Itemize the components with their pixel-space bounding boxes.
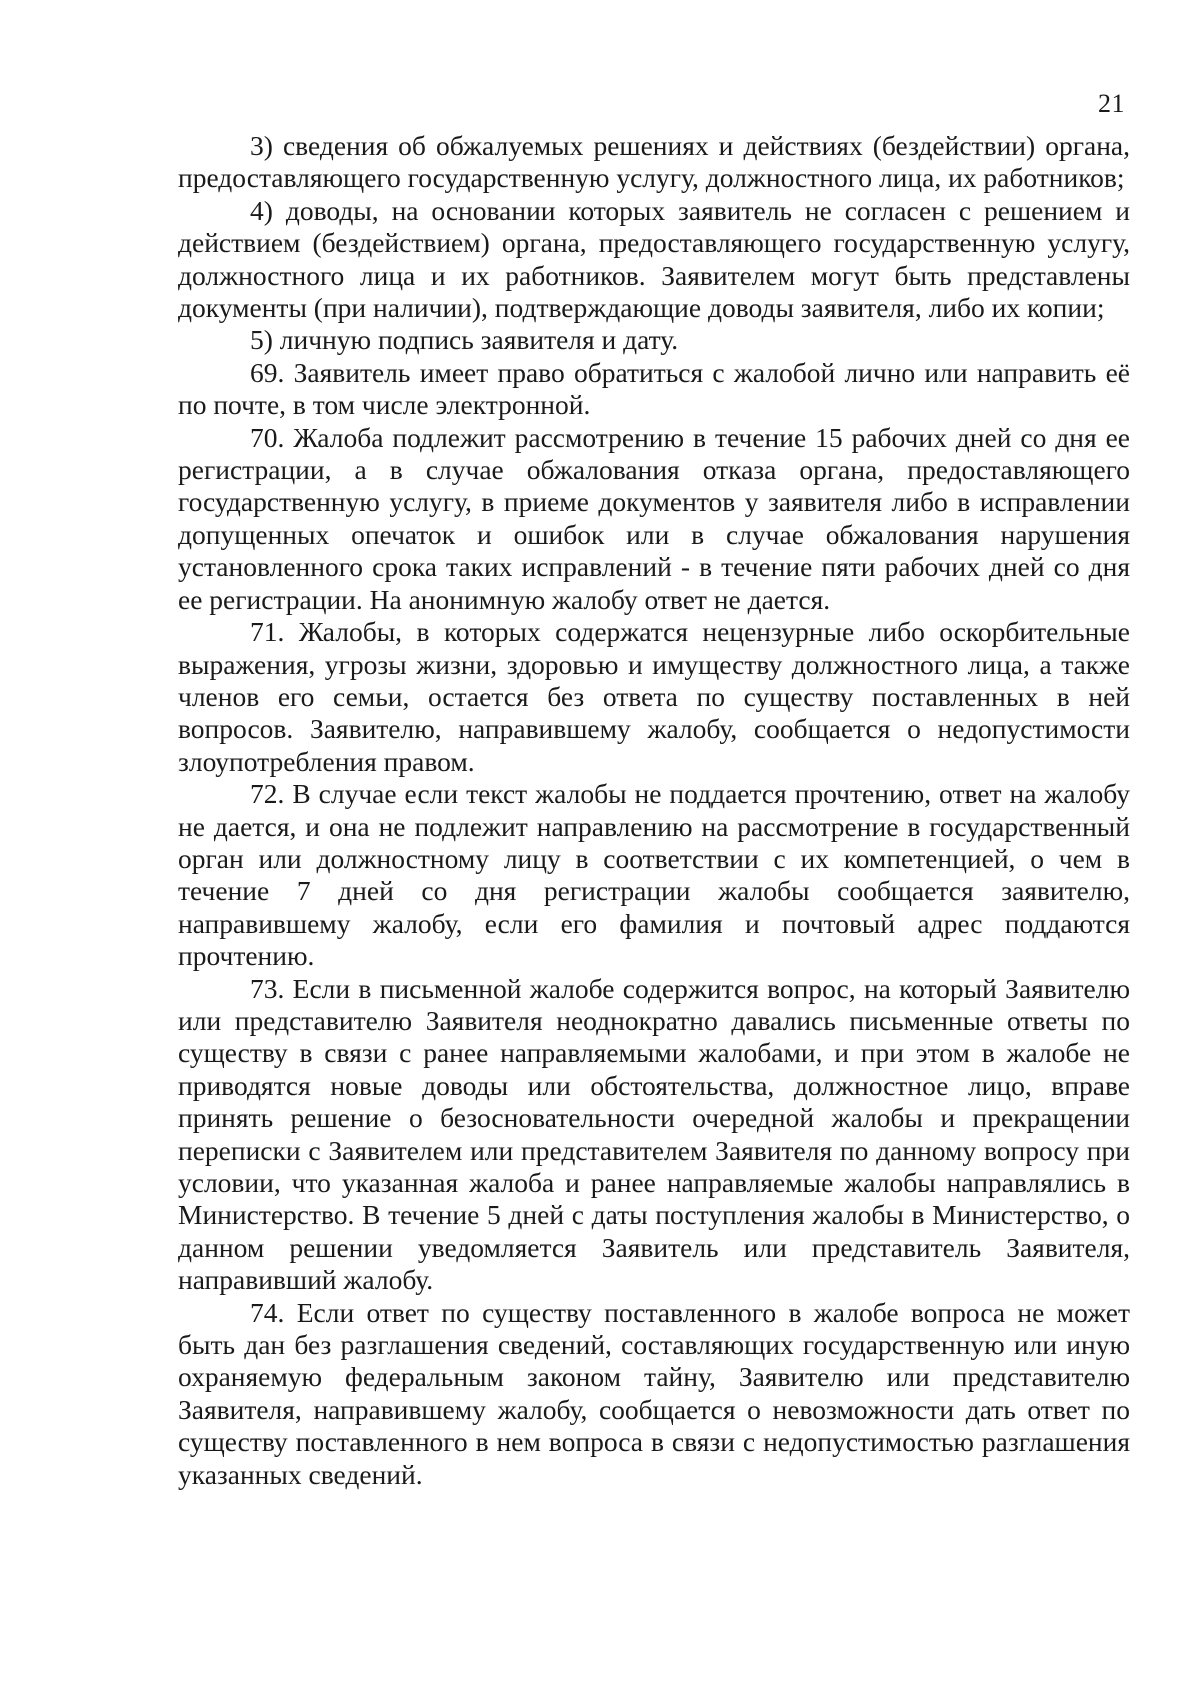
page-number: 21: [1098, 89, 1125, 118]
document-body: [178, 130, 1130, 1491]
paragraph-69: 69. Заявитель имеет право обратиться с жалобой лично или направить её по почте, в том числе электронной.: [178, 356, 1130, 421]
paragraph-item-5: 5) личную подпись заявителя и дату.: [250, 324, 679, 356]
paragraph-71: 71. Жалобы, в которых содержатся нецензурные либо оскорбительные выражения, угрозы жизни, здоровью и имуществу должностного лица, а также членов его семьи, остается без ответа по существу поставленных в ней вопросов. Заявителю, направившему жалобу, сообщается о недопустимости злоупотребления правом.: [178, 616, 1130, 777]
paragraph-74: 74. Если ответ по существу поставленного в жалобе вопроса не может быть дан без разглашения сведений, составляющих государственную или иную охраняемую федеральным законом тайну, Заявителю или представителю Заявителя, направившему жалобу, сообщается о невозможности дать ответ по существу поставленного в нем вопроса в связи с недопустимостью разглашения указанных сведений.: [178, 1296, 1130, 1490]
paragraph-item-3: 3) сведения об обжалуемых решениях и действиях (бездействии) органа, предоставляющего государственную услугу, должностного лица, их работников;: [178, 130, 1130, 194]
paragraph-70: 70. Жалоба подлежит рассмотрению в течение 15 рабочих дней со дня ее регистрации, а в случае обжалования отказа органа, предоставляющего государственную услугу, в приеме документов у заявителя либо в исправлении допущенных опечаток и ошибок или в случае обжалования нарушения установленного срока таких исправлений - в течение пяти рабочих дней со дня ее регистрации. На анонимную жалобу ответ не дается.: [178, 421, 1130, 615]
paragraph-item-4: 4) доводы, на основании которых заявитель не согласен с решением и действием (бездействием) органа, предоставляющего государственную услугу, должностного лица и их работников. Заявителем могут быть представлены документы (при наличии), подтверждающие доводы заявителя, либо их копии;: [178, 194, 1130, 324]
paragraph-73: 73. Если в письменной жалобе содержится вопрос, на который Заявителю или представителю Заявителя неоднократно давались письменные ответы по существу в связи с ранее направляемыми жалобами, и при этом в жалобе не приводятся новые доводы или обстоятельства, должностное лицо, вправе принять решение о безосновательности очередной жалобы и прекращении переписки с Заявителем или представителем Заявителя по данному вопросу при условии, что указанная жалоба и ранее направляемые жалобы направлялись в Министерство. В течение 5 дней с даты поступления жалобы в Министерство, о данном решении уведомляется Заявитель или представитель Заявителя, направивший жалобу.: [178, 972, 1130, 1296]
paragraph-72: 72. В случае если текст жалобы не поддается прочтению, ответ на жалобу не дается, и она не подлежит направлению на рассмотрение в государственный орган или должностному лицу в соответствии с их компетенцией, о чем в течение 7 дней со дня регистрации жалобы сообщается заявителю, направившему жалобу, если его фамилия и почтовый адрес поддаются прочтению.: [178, 778, 1130, 972]
